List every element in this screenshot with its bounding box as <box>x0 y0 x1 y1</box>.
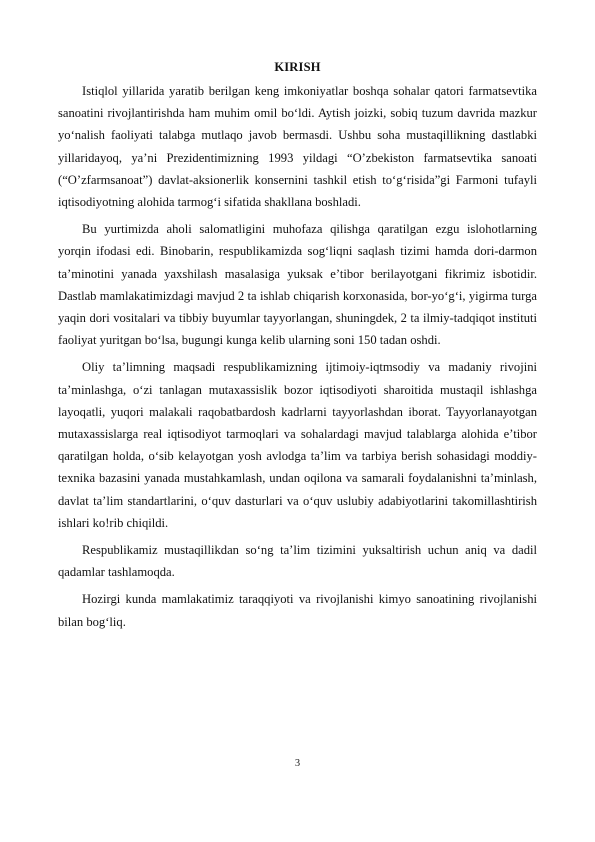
section-title: KIRISH <box>274 60 321 74</box>
paragraph-4: Respublikamiz mustaqillikdan so‘ng ta’lim tizimini yuksaltirish uchun aniq va dadil qadamlar tashlamoqda. <box>58 543 537 580</box>
paragraph-5: Hozirgi kunda mamlakatimiz taraqqiyoti va rivojlanishi kimyo sanoatining rivojlanishi bilan bog‘liq. <box>58 592 537 629</box>
paragraph-3: Oliy ta’limning maqsadi respublikamizning ijtimoiy-iqtmsodiy va madaniy rivojini ta’minlashga, o‘zi tanlagan mutaxassislik bozor iqtisodiyoti sharoitida mustaqil ishlashga layoqatli, yuqori malakali raqobatbardosh kadrlarni tayyorlashdan iborat. Tayyorlanayotgan mutaxassislarga real iqtisodiyot tarmoqlari va sohalardagi mavjud talablarga alohida e’tibor qaratilgan holda, o‘sib kelayotgan yosh avlodga ta’lim va tarbiya berish sohasidagi moddiy-texnika bazasini yanada mustahkamlash, undan oqilona va samarali foydalanishni ta’minlash, davlat ta’lim standartlarini, o‘quv dasturlari va o‘quv uslubiy adabiyotlarini takomillashtirish ishlari ko!rib chiqildi. <box>58 360 537 530</box>
page-number: 3 <box>294 758 301 769</box>
page-content <box>58 56 537 638</box>
paragraph-1: Istiqlol yillarida yaratib berilgan keng imkoniyatlar boshqa sohalar qatori farmatsevtika sanoatini rivojlantirishda ham muhim omil bo‘ldi. Aytish joizki, sobiq tuzum davrida mazkur yo‘nalish faoliyati talabga mutlaqo javob bermasdi. Ushbu soha mustaqillikning dastlabki yillaridayoq, ya’ni Prezidentimizning 1993 yildagi “O’zbekiston farmatsevtika sanoati (“O’zfarmsanoat”) davlat-aksionerlik konsernini tashkil etish to‘g‘risida”gi Farmoni tufayli iqtisodiyotning alohida tarmog‘i sifatida shakllana boshladi. <box>58 84 537 210</box>
paragraph-2: Bu yurtimizda aholi salomatligini muhofaza qilishga qaratilgan ezgu islohotlarning yorqin ifodasi edi. Binobarin, respublikamizda sog‘liqni saqlash tizimi hamda dori-darmon ta’minotini yanada yaxshilash masalasiga yuksak e’tibor berilayotgani fikrimiz isbotidir. Dastlab mamlakatimizdagi mavjud 2 ta ishlab chiqarish korxonasida, bor-yo‘g‘i, yigirma turga yaqin dori vositalari va tibbiy buyumlar tayyorlangan, shuningdek, 2 ta ilmiy-tadqiqot instituti faoliyat yuritgan bo‘lsa, bugungi kunga kelib ularning soni 150 tadan oshdi. <box>58 222 537 348</box>
